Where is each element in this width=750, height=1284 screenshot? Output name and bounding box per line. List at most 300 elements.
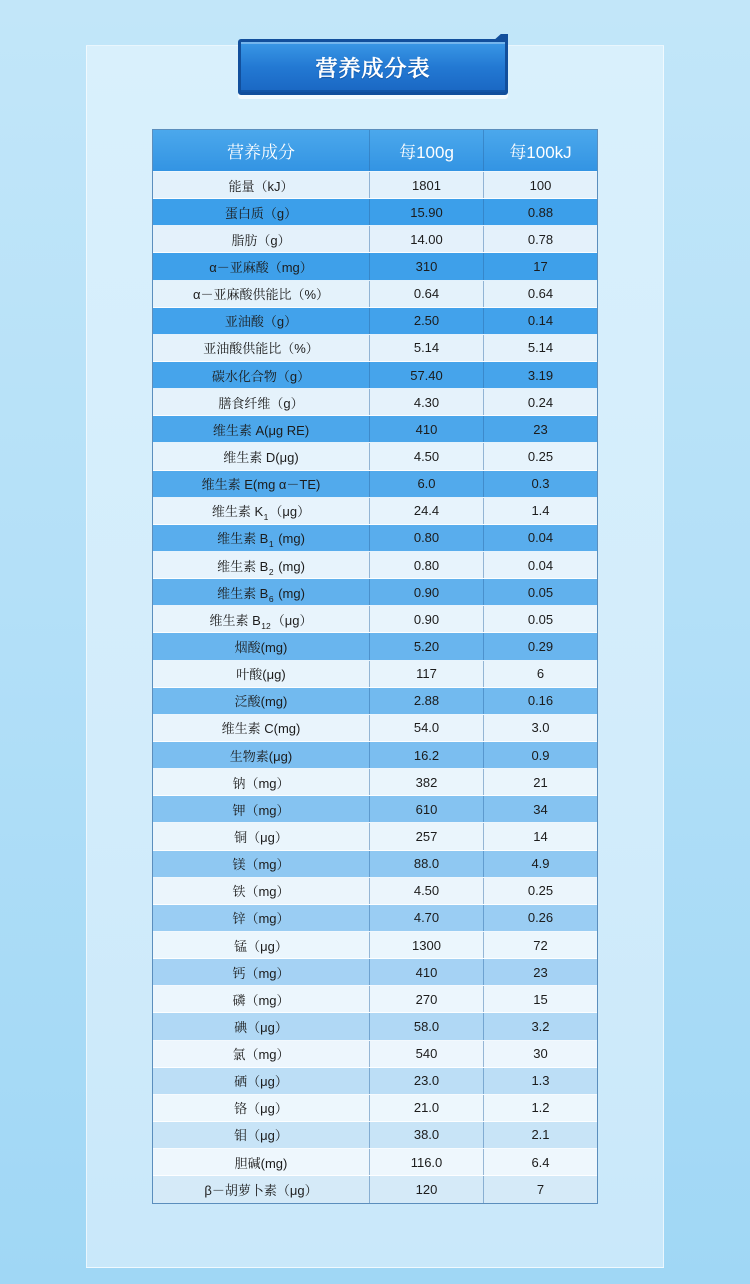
nutrient-name: 生物素(μg)	[229, 748, 293, 764]
per-100kj-value: 0.16	[527, 693, 554, 709]
per-100g-value: 4.50	[413, 883, 440, 899]
nutrient-name: 亚油酸（g）	[224, 314, 298, 330]
per-100g-cell	[370, 308, 484, 334]
per-100kj-cell	[484, 471, 597, 497]
per-100kj-value: 3.19	[527, 367, 554, 383]
nutrient-label	[204, 1180, 317, 1199]
nutrient-label	[232, 990, 289, 1009]
table-row	[153, 443, 597, 470]
nutrient-name-cell	[153, 661, 370, 687]
per-100kj-value: 0.3	[531, 476, 550, 492]
nutrient-label	[232, 800, 289, 819]
nutrient-name-cell	[153, 253, 370, 279]
per-100g-cell	[370, 688, 484, 714]
nutrient-name-cell	[153, 281, 370, 307]
nutrient-label	[231, 230, 290, 249]
per-100g-value: 0.90	[413, 611, 440, 627]
per-100kj-value: 72	[533, 937, 548, 953]
nutrient-name-cell	[153, 199, 370, 225]
nutrient-name: 维生素 B	[217, 531, 269, 547]
per-100g-cell	[370, 281, 484, 307]
per-100g-value: 120	[415, 1182, 438, 1198]
per-100g-value: 38.0	[413, 1127, 440, 1143]
per-100g-cell	[370, 1176, 484, 1203]
table-row	[153, 579, 597, 606]
nutrient-subscript: 12	[261, 620, 271, 631]
nutrient-name-cell	[153, 986, 370, 1012]
nutrient-name-cell	[153, 715, 370, 741]
per-100g-cell	[370, 579, 484, 605]
nutrient-name-cell	[153, 905, 370, 931]
table-row	[153, 471, 597, 498]
per-100g-value: 23.0	[413, 1073, 440, 1089]
per-100kj-value: 0.88	[527, 204, 554, 220]
nutrient-label	[225, 311, 297, 330]
per-100g-value: 21.0	[413, 1100, 440, 1116]
per-100g-value: 58.0	[413, 1018, 440, 1034]
per-100g-cell	[370, 1068, 484, 1094]
table-row	[153, 878, 597, 905]
nutrient-label	[232, 854, 289, 873]
nutrient-name: 磷（mg）	[232, 992, 290, 1008]
per-100kj-cell	[484, 1013, 597, 1039]
table-row	[153, 986, 597, 1013]
nutrient-label	[235, 691, 288, 710]
nutrient-name-cell	[153, 959, 370, 985]
per-100kj-value: 0.14	[527, 313, 554, 329]
table-row	[153, 362, 597, 389]
nutrient-name-cell	[153, 823, 370, 849]
per-100g-cell	[370, 335, 484, 361]
nutrient-name: 烟酸(mg)	[234, 639, 288, 655]
nutrient-name: 钼（μg）	[234, 1128, 288, 1144]
per-100kj-value: 23	[533, 421, 548, 437]
nutrient-name-cell	[153, 932, 370, 958]
table-row	[153, 823, 597, 850]
per-100kj-value: 2.1	[531, 1127, 550, 1143]
per-100g-cell	[370, 443, 484, 469]
per-100kj-value: 30	[533, 1046, 548, 1062]
per-100g-cell	[370, 199, 484, 225]
nutrient-label	[225, 203, 297, 222]
per-100g-value: 54.0	[413, 720, 440, 736]
table-body	[153, 172, 597, 1203]
nutrient-name: 胆碱(mg)	[234, 1155, 288, 1171]
per-100g-cell	[370, 986, 484, 1012]
nutrient-name-cell	[153, 498, 370, 524]
nutrient-name: 叶酸(μg)	[236, 667, 286, 683]
nutrient-unit: （μg）	[269, 504, 311, 520]
per-100kj-cell	[484, 661, 597, 687]
per-100g-value: 24.4	[413, 503, 440, 519]
nutrient-name: α－亚麻酸供能比（%）	[192, 287, 330, 303]
nutrient-name-cell	[153, 552, 370, 578]
nutrient-name: 脂肪（g）	[231, 232, 291, 248]
nutrient-name: 亚油酸供能比（%）	[203, 341, 319, 357]
banner-title: 营养成分表	[315, 55, 431, 81]
table-row	[153, 688, 597, 715]
nutrient-label	[230, 746, 292, 765]
nutrient-label	[217, 556, 305, 575]
header-label-per-100g: 每100g	[399, 143, 454, 162]
per-100g-cell	[370, 552, 484, 578]
per-100g-cell	[370, 1013, 484, 1039]
nutrient-name: 能量（kJ）	[228, 178, 294, 194]
per-100kj-cell	[484, 1095, 597, 1121]
per-100kj-value: 6.4	[531, 1154, 550, 1170]
per-100kj-value: 6	[536, 666, 545, 682]
per-100g-cell	[370, 226, 484, 252]
nutrient-name-cell	[153, 362, 370, 388]
table-row	[153, 172, 597, 199]
per-100g-cell	[370, 959, 484, 985]
per-100kj-cell	[484, 443, 597, 469]
per-100g-value: 540	[415, 1046, 438, 1062]
per-100kj-cell	[484, 498, 597, 524]
per-100kj-cell	[484, 1041, 597, 1067]
nutrient-name: 维生素 B	[217, 585, 269, 601]
per-100kj-cell	[484, 796, 597, 822]
nutrient-label	[211, 501, 311, 523]
per-100kj-value: 21	[533, 774, 548, 790]
per-100kj-value: 1.4	[531, 503, 550, 519]
nutrient-name: 维生素 E(mg α－TE)	[201, 477, 321, 493]
per-100kj-cell	[484, 362, 597, 388]
nutrient-unit: (mg)	[274, 585, 305, 601]
per-100kj-value: 1.2	[531, 1100, 550, 1116]
per-100g-cell	[370, 742, 484, 768]
nutrient-label	[210, 610, 313, 629]
per-100g-value: 0.90	[413, 584, 440, 600]
table-row	[153, 1095, 597, 1122]
per-100kj-cell	[484, 769, 597, 795]
nutrient-name: 维生素 C(mg)	[221, 721, 301, 737]
per-100g-value: 2.88	[413, 693, 440, 709]
table-row	[153, 1041, 597, 1068]
nutrient-name: 膳食纤维（g）	[218, 395, 304, 411]
nutrient-label	[232, 908, 289, 927]
per-100g-value: 88.0	[413, 856, 440, 872]
per-100g-cell	[370, 1122, 484, 1148]
table-row	[153, 851, 597, 878]
nutrient-unit: （μg）	[271, 612, 313, 628]
nutrient-name: 镁（mg）	[232, 857, 290, 873]
nutrient-label	[234, 1071, 288, 1090]
per-100kj-cell	[484, 905, 597, 931]
nutrient-name-cell	[153, 851, 370, 877]
nutrient-label	[236, 664, 285, 683]
nutrient-label	[203, 338, 319, 357]
per-100g-value: 4.30	[413, 394, 440, 410]
nutrient-label	[234, 1125, 288, 1144]
nutrient-name-cell	[153, 878, 370, 904]
nutrient-name: 锰（μg）	[234, 938, 288, 954]
table-row	[153, 199, 597, 226]
header-cell-per-100kj	[484, 130, 597, 171]
per-100kj-cell	[484, 172, 597, 198]
per-100kj-value: 14	[533, 828, 548, 844]
per-100kj-value: 0.64	[527, 286, 554, 302]
per-100kj-value: 0.9	[531, 747, 550, 763]
table-row	[153, 1122, 597, 1149]
table-row	[153, 715, 597, 742]
nutrient-unit: (mg)	[274, 531, 305, 547]
per-100g-value: 0.64	[413, 286, 440, 302]
nutrient-name: 锌（mg）	[232, 911, 290, 927]
per-100kj-cell	[484, 986, 597, 1012]
nutrient-subscript: 1	[268, 539, 274, 550]
nutrient-name: 氯（mg）	[232, 1047, 290, 1063]
nutrient-label	[235, 1153, 288, 1172]
nutrient-label	[232, 1044, 289, 1063]
per-100kj-value: 0.04	[527, 557, 554, 573]
per-100g-value: 270	[415, 991, 438, 1007]
per-100kj-value: 17	[533, 258, 548, 274]
nutrient-label	[232, 773, 289, 792]
table-row	[153, 769, 597, 796]
table-row	[153, 661, 597, 688]
per-100g-cell	[370, 606, 484, 632]
nutrient-name: 钙（mg）	[232, 965, 290, 981]
per-100g-cell	[370, 932, 484, 958]
per-100kj-value: 0.26	[527, 910, 554, 926]
nutrient-name: β－胡萝卜素（μg）	[204, 1183, 318, 1199]
nutrient-label	[232, 881, 289, 900]
per-100g-value: 382	[415, 774, 438, 790]
nutrient-name-cell	[153, 1041, 370, 1067]
per-100kj-cell	[484, 552, 597, 578]
table-row	[153, 308, 597, 335]
per-100kj-value: 1.3	[531, 1073, 550, 1089]
nutrient-name: 硒（μg）	[234, 1074, 288, 1090]
nutrient-name-cell	[153, 606, 370, 632]
per-100kj-cell	[484, 823, 597, 849]
per-100kj-cell	[484, 308, 597, 334]
per-100g-cell	[370, 389, 484, 415]
per-100kj-value: 0.25	[527, 448, 554, 464]
header-cell-nutrient	[153, 130, 370, 171]
nutrient-name-cell	[153, 1068, 370, 1094]
nutrient-name-cell	[153, 172, 370, 198]
table-row	[153, 226, 597, 253]
per-100g-cell	[370, 525, 484, 551]
nutrient-label	[234, 1017, 288, 1036]
table-row	[153, 525, 597, 552]
per-100g-cell	[370, 1149, 484, 1175]
nutrient-name-cell	[153, 1149, 370, 1175]
per-100kj-cell	[484, 851, 597, 877]
nutrient-label	[193, 284, 329, 303]
table-row	[153, 1068, 597, 1095]
nutrient-label	[218, 393, 303, 412]
per-100g-value: 5.20	[413, 638, 440, 654]
per-100kj-cell	[484, 389, 597, 415]
per-100g-cell	[370, 905, 484, 931]
nutrient-name: 蛋白质（g）	[224, 205, 298, 221]
per-100g-value: 4.70	[413, 910, 440, 926]
per-100kj-value: 34	[533, 801, 548, 817]
per-100g-cell	[370, 362, 484, 388]
nutrient-name: 维生素 K	[211, 504, 264, 520]
per-100g-value: 0.80	[413, 530, 440, 546]
per-100kj-value: 0.05	[527, 611, 554, 627]
per-100g-cell	[370, 633, 484, 659]
table-row	[153, 498, 597, 525]
nutrient-name-cell	[153, 335, 370, 361]
per-100g-value: 1801	[412, 177, 441, 193]
per-100g-value: 257	[415, 828, 438, 844]
nutrient-name: 铬（μg）	[234, 1101, 288, 1117]
title-banner	[238, 39, 508, 95]
table-row	[153, 742, 597, 769]
nutrient-subscript: 1	[263, 512, 269, 523]
per-100g-cell	[370, 796, 484, 822]
per-100kj-cell	[484, 416, 597, 442]
per-100g-cell	[370, 851, 484, 877]
per-100kj-cell	[484, 253, 597, 279]
header-label-per-100kj: 每100kJ	[509, 143, 572, 162]
per-100g-cell	[370, 416, 484, 442]
table-row	[153, 633, 597, 660]
nutrient-label	[213, 420, 309, 439]
nutrient-name: α－亚麻酸（mg）	[209, 259, 313, 275]
per-100g-value: 117	[416, 666, 437, 682]
table-row	[153, 416, 597, 443]
nutrient-name-cell	[153, 769, 370, 795]
nutrient-label	[228, 176, 293, 195]
per-100kj-value: 0.29	[527, 638, 554, 654]
nutrition-table	[152, 129, 598, 1204]
nutrient-name: 铜（μg）	[234, 829, 288, 845]
per-100g-cell	[370, 172, 484, 198]
table-row	[153, 389, 597, 416]
per-100kj-cell	[484, 199, 597, 225]
nutrient-label	[212, 366, 310, 385]
table-row	[153, 552, 597, 579]
per-100kj-cell	[484, 742, 597, 768]
per-100kj-value: 0.24	[527, 394, 554, 410]
nutrient-subscript: 2	[268, 566, 274, 577]
per-100kj-value: 3.2	[531, 1018, 550, 1034]
per-100g-cell	[370, 498, 484, 524]
per-100kj-cell	[484, 959, 597, 985]
per-100g-value: 6.0	[417, 476, 436, 492]
per-100kj-value: 100	[529, 177, 552, 193]
table-row	[153, 253, 597, 280]
banner-corner-fold	[492, 34, 508, 42]
per-100g-cell	[370, 823, 484, 849]
nutrient-name: 维生素 B	[217, 558, 269, 574]
nutrient-name-cell	[153, 1095, 370, 1121]
per-100kj-value: 0.04	[527, 530, 554, 546]
per-100kj-cell	[484, 1176, 597, 1203]
nutrient-name: 钠（mg）	[232, 775, 290, 791]
per-100g-value: 0.80	[413, 557, 440, 573]
per-100kj-value: 15	[533, 991, 548, 1007]
nutrient-name-cell	[153, 1122, 370, 1148]
table-row	[153, 281, 597, 308]
nutrient-name-cell	[153, 525, 370, 551]
per-100kj-cell	[484, 878, 597, 904]
nutrient-label	[232, 963, 289, 982]
table-header	[153, 130, 597, 172]
nutrient-name: 钾（mg）	[232, 802, 290, 818]
nutrient-label	[234, 936, 288, 955]
nutrient-name-cell	[153, 742, 370, 768]
nutrient-name-cell	[153, 308, 370, 334]
nutrient-label	[223, 447, 298, 466]
nutrient-name: 碘（μg）	[234, 1019, 288, 1035]
per-100kj-value: 0.05	[527, 584, 554, 600]
nutrient-name-cell	[153, 796, 370, 822]
per-100kj-cell	[484, 525, 597, 551]
per-100kj-cell	[484, 281, 597, 307]
per-100g-value: 410	[415, 964, 438, 980]
per-100kj-cell	[484, 1068, 597, 1094]
per-100g-cell	[370, 1041, 484, 1067]
nutrient-name-cell	[153, 443, 370, 469]
nutrient-name-cell	[153, 633, 370, 659]
per-100g-value: 410	[415, 421, 438, 437]
nutrient-name-cell	[153, 226, 370, 252]
per-100g-value: 14.00	[410, 231, 443, 247]
per-100kj-value: 0.78	[527, 231, 554, 247]
table-row	[153, 905, 597, 932]
nutrient-label	[222, 718, 301, 737]
per-100kj-cell	[484, 932, 597, 958]
nutrient-label	[202, 474, 321, 493]
per-100g-value: 1300	[412, 937, 441, 953]
per-100kj-cell	[484, 579, 597, 605]
per-100kj-cell	[484, 1122, 597, 1148]
nutrient-name-cell	[153, 1013, 370, 1039]
per-100g-value: 15.90	[410, 204, 443, 220]
nutrient-name: 维生素 B	[209, 612, 261, 628]
per-100kj-cell	[484, 633, 597, 659]
table-row	[153, 796, 597, 823]
per-100g-value: 310	[415, 258, 438, 274]
per-100g-cell	[370, 769, 484, 795]
per-100g-cell	[370, 253, 484, 279]
per-100g-cell	[370, 661, 484, 687]
nutrient-name-cell	[153, 1176, 370, 1203]
per-100kj-value: 7	[536, 1182, 545, 1198]
per-100g-value: 116.0	[410, 1154, 443, 1170]
per-100kj-cell	[484, 606, 597, 632]
per-100kj-value: 3.0	[531, 720, 550, 736]
table-row	[153, 1149, 597, 1176]
table-row	[153, 1013, 597, 1040]
header-cell-per-100g	[370, 130, 484, 171]
nutrient-name-cell	[153, 471, 370, 497]
nutrient-name-cell	[153, 416, 370, 442]
nutrient-name: 泛酸(mg)	[234, 694, 288, 710]
nutrient-label	[235, 637, 288, 656]
header-label-nutrient: 营养成分	[227, 143, 295, 162]
nutrient-name-cell	[153, 579, 370, 605]
nutrient-name-cell	[153, 389, 370, 415]
per-100kj-cell	[484, 335, 597, 361]
nutrient-name: 维生素 D(μg)	[223, 449, 299, 465]
nutrient-label	[217, 583, 305, 602]
table-row	[153, 932, 597, 959]
per-100kj-value: 5.14	[527, 340, 554, 356]
per-100g-value: 2.50	[413, 313, 440, 329]
nutrient-name: 碳水化合物（g）	[211, 368, 311, 384]
per-100kj-cell	[484, 226, 597, 252]
per-100kj-value: 0.25	[527, 883, 554, 899]
per-100g-value: 4.50	[413, 448, 440, 464]
